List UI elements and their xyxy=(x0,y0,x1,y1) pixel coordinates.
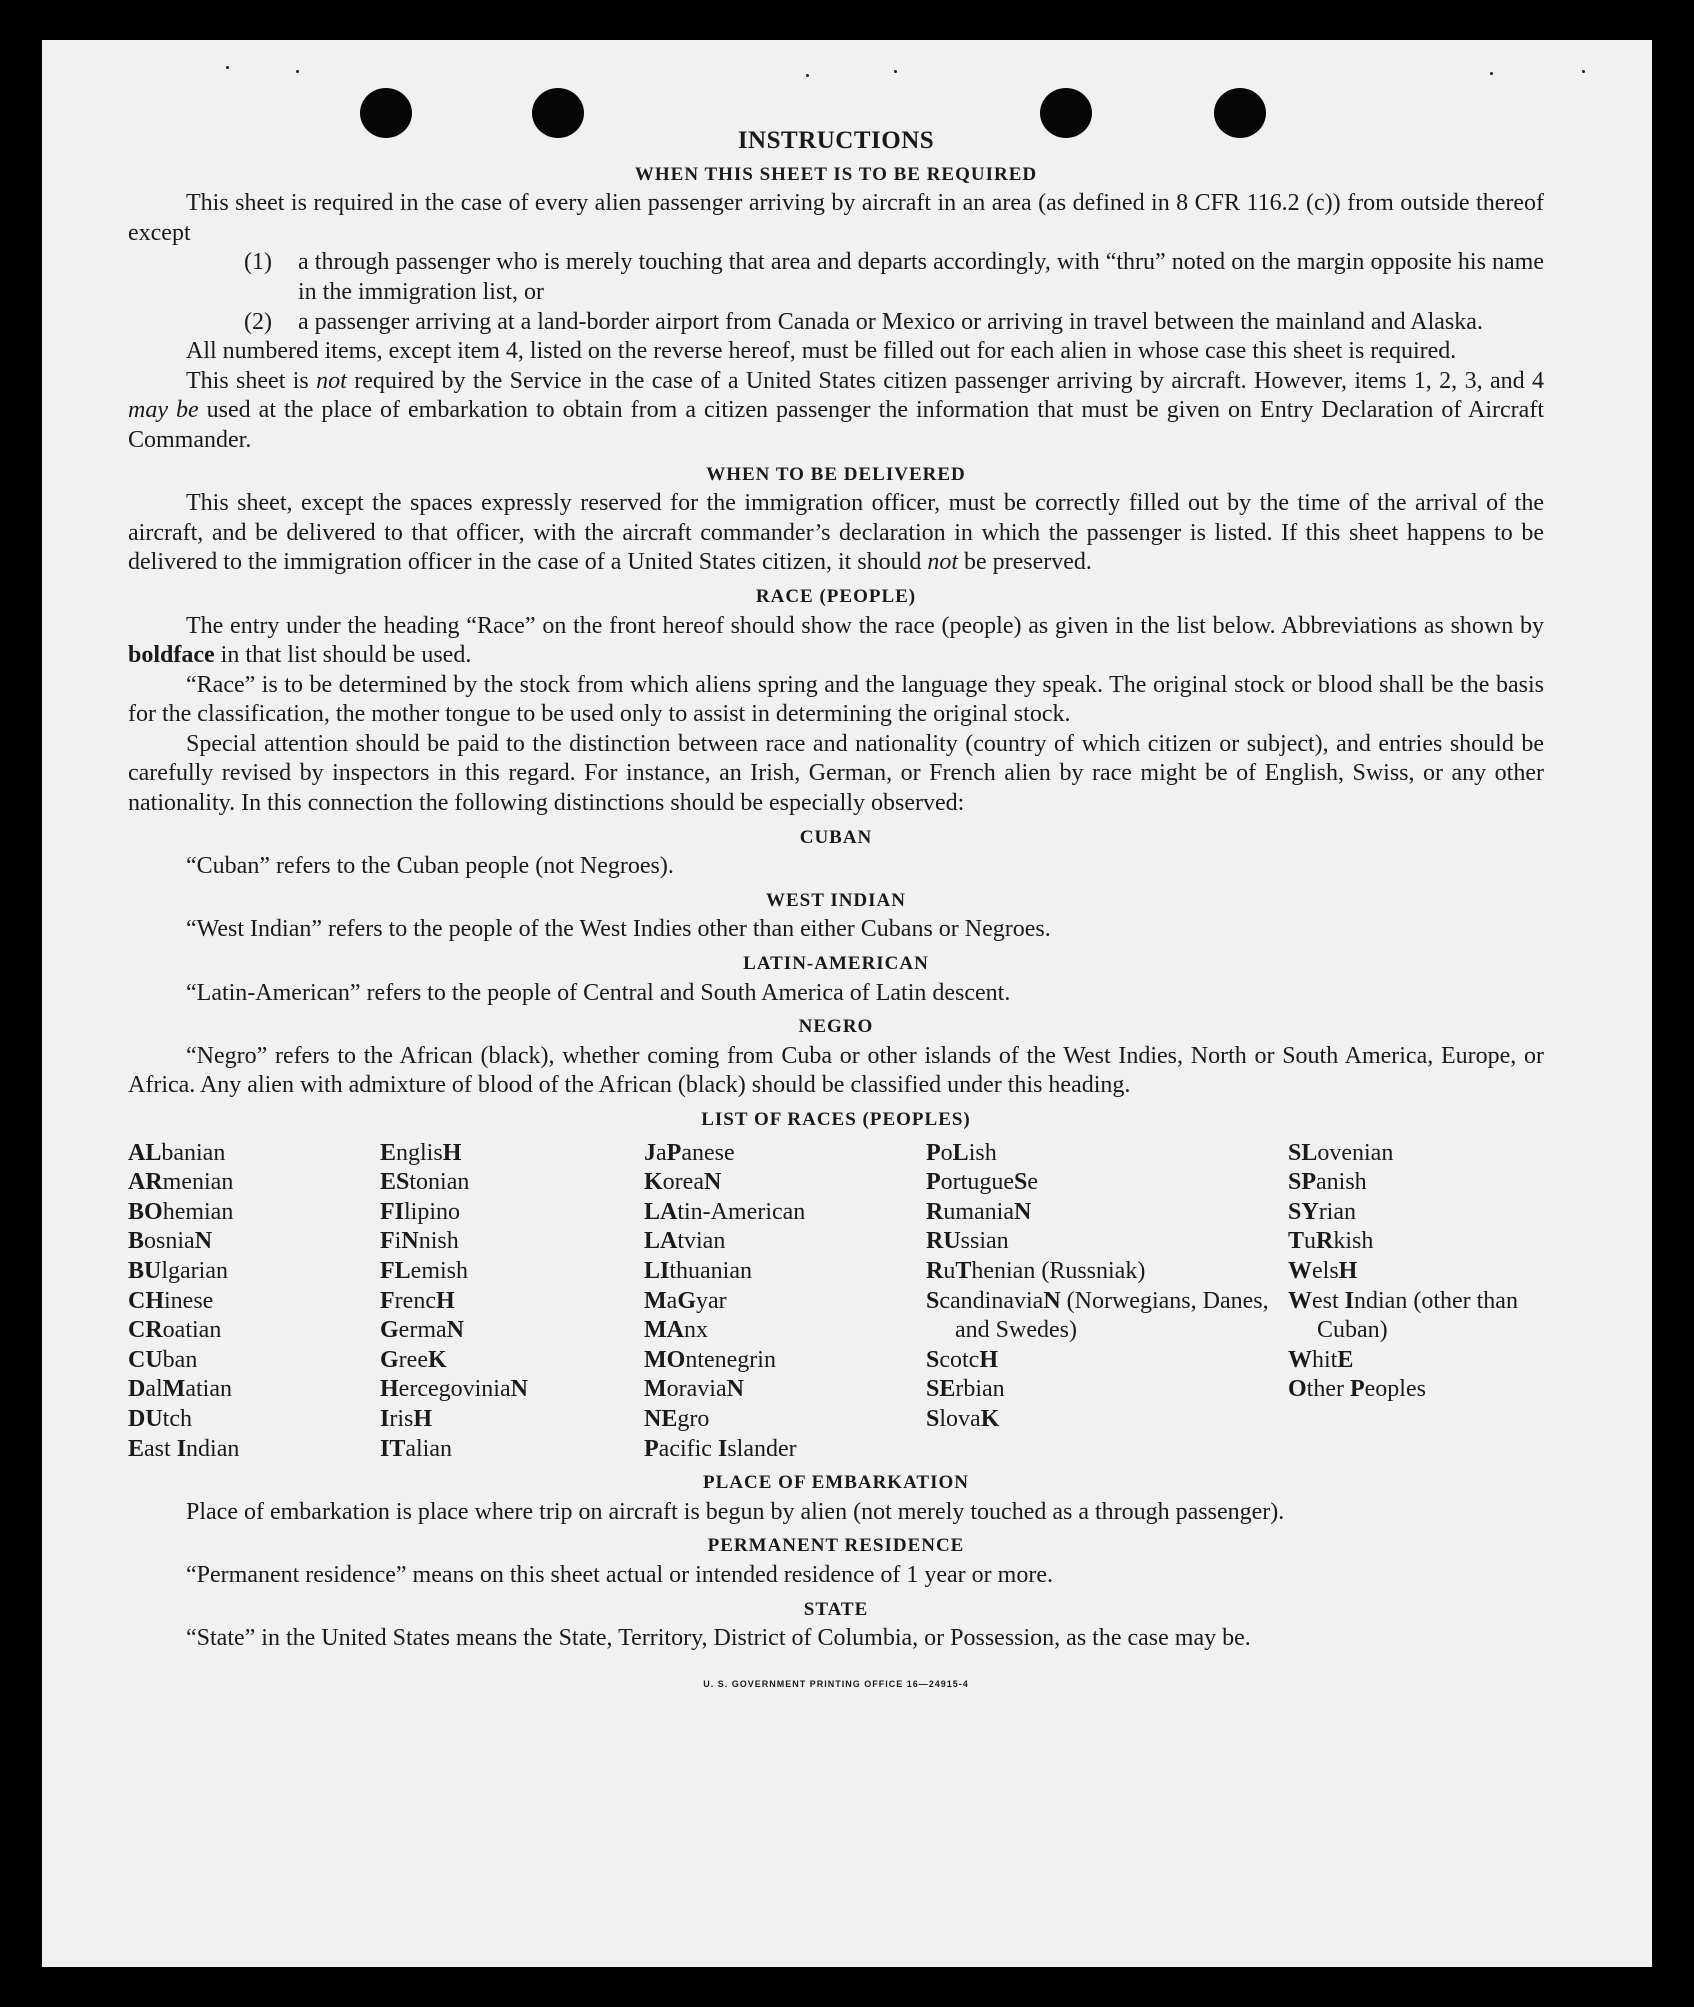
race-name-part: (Norwegians, Danes, and Swedes) xyxy=(955,1287,1269,1344)
abbreviation-letters: SP xyxy=(1288,1169,1317,1196)
race-entry xyxy=(380,1139,644,1169)
race-name-part: slander xyxy=(727,1435,797,1462)
item-number: (2) xyxy=(244,308,272,335)
abbreviation-letters: N xyxy=(446,1317,464,1344)
abbreviation-letters: R xyxy=(926,1198,944,1225)
abbreviation-letters: B xyxy=(128,1228,145,1255)
abbreviation-letters: P xyxy=(1349,1376,1365,1403)
race-name-part: ercegovinia xyxy=(398,1376,511,1403)
race-name-part: els xyxy=(1312,1257,1339,1284)
race-entry xyxy=(380,1435,644,1465)
abbreviation-letters: P xyxy=(666,1139,682,1166)
race-name-part: tch xyxy=(162,1405,192,1432)
paragraph: “State” in the United States means the State, Territory, District of Columbia, or Possession, as the case may be. xyxy=(186,1625,1251,1652)
paragraph: Special attention should be paid to the distinction between race and nationality (country of which citizen or subject), and entries should be carefully revised by inspectors in this regard. For instance, an Irish, German, or French alien by race might be of English, Swiss, or any other nationality. In this connection the following distinctions should be especially observed: xyxy=(128,730,1544,817)
race-entry xyxy=(128,1287,380,1317)
abbreviation-letters: S xyxy=(926,1287,940,1314)
race-name-part: lipino xyxy=(404,1198,461,1225)
abbreviation-letters: P xyxy=(644,1435,659,1462)
race-entry xyxy=(380,1198,644,1228)
race-name-part: renc xyxy=(394,1287,436,1314)
item-number: (1) xyxy=(244,249,272,276)
paragraph: “Permanent residence” means on this sheet actual or intended residence of 1 year or more. xyxy=(186,1561,1053,1588)
race-entry xyxy=(1288,1346,1544,1376)
race-entry xyxy=(644,1316,926,1346)
abbreviation-letters: SL xyxy=(1288,1139,1318,1166)
abbreviation-letters: NE xyxy=(644,1405,678,1432)
race-entry xyxy=(1288,1139,1544,1169)
abbreviation-letters: G xyxy=(380,1317,399,1344)
speck xyxy=(1490,72,1493,75)
race-entry xyxy=(926,1227,1288,1257)
abbreviation-letters: K xyxy=(980,1405,1000,1432)
race-name-part: inese xyxy=(164,1287,214,1314)
race-name-part: emish xyxy=(410,1257,468,1284)
race-name-part: banian xyxy=(161,1139,226,1166)
race-name-part: o xyxy=(940,1139,953,1166)
abbreviation-letters: I xyxy=(717,1435,728,1462)
race-name-part: ast xyxy=(144,1435,177,1462)
race-entry xyxy=(926,1346,1288,1376)
race-entry xyxy=(1288,1227,1544,1257)
abbreviation-letters: W xyxy=(1288,1346,1312,1373)
abbreviation-letters: M xyxy=(644,1376,667,1403)
abbreviation-letters: K xyxy=(644,1169,663,1196)
abbreviation-letters: G xyxy=(380,1346,399,1373)
abbreviation-letters: M xyxy=(644,1287,667,1314)
instructions-text xyxy=(128,126,1544,1699)
race-entry xyxy=(644,1227,926,1257)
race-column xyxy=(926,1139,1288,1465)
race-name-part: ssian xyxy=(960,1228,1009,1255)
race-column xyxy=(1288,1139,1544,1465)
race-entry xyxy=(128,1198,380,1228)
race-name-part: kish xyxy=(1333,1228,1374,1255)
abbreviation-letters: E xyxy=(380,1139,397,1166)
text-run: This sheet is xyxy=(186,367,317,394)
race-entry xyxy=(380,1227,644,1257)
race-entry xyxy=(644,1435,926,1465)
abbreviation-letters: I xyxy=(1344,1287,1355,1314)
race-name-part: orea xyxy=(662,1169,704,1196)
race-entry xyxy=(644,1287,926,1317)
race-name-part: ndian xyxy=(186,1435,240,1462)
race-column xyxy=(380,1139,644,1465)
race-name-part: thuanian xyxy=(669,1257,752,1284)
abbreviation-letters: SY xyxy=(1288,1198,1319,1225)
race-column xyxy=(644,1139,926,1465)
race-entry xyxy=(926,1168,1288,1198)
abbreviation-letters: L xyxy=(952,1139,969,1166)
abbreviation-letters: CH xyxy=(128,1287,164,1314)
race-entry xyxy=(1288,1287,1544,1346)
list-item xyxy=(244,248,1544,307)
abbreviation-letters: AL xyxy=(128,1139,162,1166)
paragraph xyxy=(128,489,1544,578)
race-entry xyxy=(128,1435,380,1465)
race-name-part: u xyxy=(943,1257,956,1284)
race-entry xyxy=(644,1375,926,1405)
list-item xyxy=(244,308,1544,338)
race-entry xyxy=(1288,1168,1544,1198)
abbreviation-letters: W xyxy=(1288,1287,1312,1314)
race-name-part: lgarian xyxy=(161,1257,228,1284)
race-entry xyxy=(128,1168,380,1198)
race-name-part: erma xyxy=(398,1317,447,1344)
speck xyxy=(1582,70,1585,73)
abbreviation-letters: H xyxy=(380,1376,399,1403)
race-column xyxy=(128,1139,380,1465)
race-name-part: acific xyxy=(658,1435,718,1462)
race-entry xyxy=(644,1139,926,1169)
race-entry xyxy=(380,1375,644,1405)
abbreviation-letters: J xyxy=(644,1139,656,1166)
abbreviation-letters: FL xyxy=(380,1257,411,1284)
page-title: INSTRUCTIONS xyxy=(737,127,935,154)
race-name-part: anish xyxy=(1316,1169,1367,1196)
emphasis: may be xyxy=(128,397,199,424)
abbreviation-letters: G xyxy=(677,1287,696,1314)
document-page xyxy=(42,40,1652,1967)
section-heading: LIST OF RACES (PEOPLES) xyxy=(701,1109,971,1130)
item-text: a passenger arriving at a land-border airport from Canada or Mexico or arriving in travel between the mainland and Alaska. xyxy=(298,308,1483,335)
race-name-part: osnia xyxy=(144,1228,195,1255)
abbreviation-letters: R xyxy=(1316,1228,1334,1255)
paragraph: “Cuban” refers to the Cuban people (not Negroes). xyxy=(186,853,674,880)
race-name-part: oatian xyxy=(162,1317,222,1344)
abbreviation-letters: AR xyxy=(128,1169,163,1196)
text-run: in that list should be used. xyxy=(214,642,472,669)
race-name-part: u xyxy=(1304,1228,1317,1255)
race-name-part: hemian xyxy=(162,1198,234,1225)
abbreviation-letters: N xyxy=(703,1169,722,1196)
race-name-part: nish xyxy=(418,1228,459,1255)
section-heading: WEST INDIAN xyxy=(766,889,906,911)
race-entry xyxy=(1288,1257,1544,1287)
abbreviation-letters: F xyxy=(380,1228,395,1255)
race-name-part: al xyxy=(145,1376,163,1403)
race-entry xyxy=(128,1139,380,1169)
abbreviation-letters: N xyxy=(1013,1198,1032,1225)
race-name-part: atian xyxy=(185,1376,232,1403)
abbreviation-letters: MO xyxy=(644,1346,686,1373)
text-run: The entry under the heading “Race” on the front hereof should show the race (people) as given in the list below. Abbreviations as shown by xyxy=(186,612,1544,639)
abbreviation-letters: N xyxy=(510,1376,528,1403)
abbreviation-letters: R xyxy=(926,1257,944,1284)
race-name-part: e xyxy=(1027,1169,1038,1196)
race-entry xyxy=(926,1405,1288,1435)
race-name-part: alian xyxy=(405,1435,452,1462)
race-name-part: est xyxy=(1312,1287,1345,1314)
abbreviation-letters: F xyxy=(380,1287,395,1314)
bold-text: boldface xyxy=(128,642,215,669)
abbreviation-letters: BO xyxy=(128,1198,163,1225)
abbreviation-letters: H xyxy=(413,1405,433,1432)
section-heading: PERMANENT RESIDENCE xyxy=(707,1535,965,1557)
abbreviation-letters: M xyxy=(162,1376,186,1403)
abbreviation-letters: E xyxy=(1337,1346,1354,1373)
race-name-part: ovenian xyxy=(1317,1139,1394,1166)
abbreviation-letters: ES xyxy=(380,1169,410,1196)
race-name-part: ortugue xyxy=(940,1169,1014,1196)
abbreviation-letters: H xyxy=(979,1346,999,1373)
race-name-part: i xyxy=(394,1228,402,1255)
race-entry xyxy=(1288,1375,1544,1405)
paragraph: “West Indian” refers to the people of the West Indies other than either Cubans or Negroes. xyxy=(186,916,1051,943)
abbreviation-letters: H xyxy=(435,1287,455,1314)
race-name-part: tin-American xyxy=(677,1198,806,1225)
paragraph: “Negro” refers to the African (black), whether coming from Cuba or other islands of the West Indies, North or South America, Europe, or Africa. Any alien with admixture of blood of the African (black) should be classified under this heading. xyxy=(128,1042,1544,1099)
race-entry xyxy=(380,1168,644,1198)
emphasis: not xyxy=(927,549,958,576)
race-name-part: ban xyxy=(162,1346,198,1373)
race-entry xyxy=(380,1316,644,1346)
race-entry xyxy=(926,1257,1288,1287)
race-name-part: ris xyxy=(389,1405,414,1432)
race-entry xyxy=(926,1287,1288,1346)
abbreviation-letters: MA xyxy=(644,1317,684,1344)
abbreviation-letters: I xyxy=(176,1435,187,1462)
race-name-part: candinavia xyxy=(939,1287,1044,1314)
abbreviation-letters: E xyxy=(128,1435,145,1462)
race-entry xyxy=(926,1198,1288,1228)
race-name-part: tonian xyxy=(409,1169,470,1196)
race-entry xyxy=(128,1257,380,1287)
speck xyxy=(894,70,897,73)
section-heading: LATIN-AMERICAN xyxy=(743,953,929,975)
text-run: be preserved. xyxy=(958,549,1092,576)
abbreviation-letters: H xyxy=(442,1139,462,1166)
paragraph: Place of embarkation is place where trip on aircraft is begun by alien (not merely touched as a through passenger). xyxy=(186,1498,1285,1525)
race-name-part: gro xyxy=(677,1405,710,1432)
race-entry xyxy=(380,1257,644,1287)
race-name-part: umania xyxy=(943,1198,1014,1225)
abbreviation-letters: LA xyxy=(644,1228,678,1255)
race-name-part: menian xyxy=(162,1169,234,1196)
abbreviation-letters: N xyxy=(1043,1287,1061,1314)
abbreviation-letters: O xyxy=(1288,1376,1307,1403)
text-run: used at the place of embarkation to obtain from a citizen passenger the information that must be given on Entry Declaration of Aircraft Commander. xyxy=(128,397,1544,453)
emphasis: not xyxy=(316,367,347,394)
race-name-part: lova xyxy=(939,1405,981,1432)
abbreviation-letters: DU xyxy=(128,1405,163,1432)
abbreviation-letters: CR xyxy=(128,1317,163,1344)
race-entry xyxy=(644,1168,926,1198)
race-name-part: eoples xyxy=(1364,1376,1426,1403)
abbreviation-letters: LA xyxy=(644,1198,678,1225)
race-entry xyxy=(644,1405,926,1435)
race-name-part: a xyxy=(666,1287,678,1314)
race-name-part: oravia xyxy=(666,1376,727,1403)
speck xyxy=(296,70,299,73)
abbreviation-letters: N xyxy=(726,1376,744,1403)
race-name-part: tvian xyxy=(677,1228,726,1255)
abbreviation-letters: T xyxy=(955,1257,972,1284)
abbreviation-letters: N xyxy=(194,1228,213,1255)
abbreviation-letters: LI xyxy=(644,1257,670,1284)
speck xyxy=(226,66,229,69)
abbreviation-letters: K xyxy=(427,1346,447,1373)
paragraph: “Race” is to be determined by the stock from which aliens spring and the language they speak. The original stock or blood shall be the basis for the classification, the mother tongue to be used only to assist in determining the original stock. xyxy=(128,671,1544,728)
race-name-part: a xyxy=(656,1139,667,1166)
abbreviation-letters: S xyxy=(1013,1169,1028,1196)
race-entry xyxy=(128,1405,380,1435)
paragraph xyxy=(128,612,1544,671)
race-name-part: yar xyxy=(695,1287,727,1314)
abbreviation-letters: P xyxy=(926,1169,941,1196)
race-entry xyxy=(128,1375,380,1405)
abbreviation-letters: D xyxy=(128,1376,146,1403)
section-heading: RACE (PEOPLE) xyxy=(755,585,917,607)
abbreviation-letters: T xyxy=(1288,1228,1305,1255)
race-list xyxy=(128,1139,1544,1465)
printer-footer: U. S. GOVERNMENT PRINTING OFFICE 16—24915-4 xyxy=(703,1678,969,1689)
abbreviation-letters: RU xyxy=(926,1228,961,1255)
race-name-part: hit xyxy=(1312,1346,1338,1373)
abbreviation-letters: H xyxy=(1338,1257,1358,1284)
paragraph xyxy=(128,367,1544,456)
race-entry xyxy=(128,1227,380,1257)
race-name-part: ree xyxy=(398,1346,428,1373)
race-name-part: henian (Russniak) xyxy=(971,1257,1146,1284)
section-heading: WHEN THIS SHEET IS TO BE REQUIRED xyxy=(634,163,1038,185)
race-entry xyxy=(644,1198,926,1228)
race-entry xyxy=(1288,1198,1544,1228)
paragraph: “Latin-American” refers to the people of Central and South America of Latin descent. xyxy=(186,979,1011,1006)
race-entry xyxy=(926,1375,1288,1405)
abbreviation-letters: P xyxy=(926,1139,941,1166)
abbreviation-letters: I xyxy=(380,1405,390,1432)
race-name-part: nglis xyxy=(396,1139,443,1166)
abbreviation-letters: IT xyxy=(380,1435,406,1462)
race-name-part: nx xyxy=(683,1317,708,1344)
race-name-part: rbian xyxy=(955,1376,1005,1403)
abbreviation-letters: W xyxy=(1288,1257,1312,1284)
race-entry xyxy=(128,1316,380,1346)
race-entry xyxy=(128,1346,380,1376)
section-heading: CUBAN xyxy=(799,826,873,848)
abbreviation-letters: S xyxy=(926,1346,940,1373)
race-entry xyxy=(644,1346,926,1376)
abbreviation-letters: SE xyxy=(926,1376,956,1403)
speck xyxy=(806,74,809,77)
paragraph: This sheet is required in the case of every alien passenger arriving by aircraft in an area (as defined in 8 CFR 116.2 (c)) from outside thereof except xyxy=(128,190,1544,246)
text-run: required by the Service in the case of a United States citizen passenger arriving by aircraft. However, items 1, 2, 3, and 4 xyxy=(346,367,1544,394)
text-run: This sheet, except the spaces expressly reserved for the immigration officer, must be correctly filled out by the time of the arrival of the aircraft, and be delivered to that officer, with the aircraft commander’s declaration in which the passenger is listed. If this sheet happens to be delivered to the immigration officer in the case of a United States citizen, it should xyxy=(128,490,1544,576)
section-heading: PLACE OF EMBARKATION xyxy=(703,1472,969,1494)
race-name-part: cotc xyxy=(939,1346,980,1373)
race-name-part: rian xyxy=(1318,1198,1356,1225)
abbreviation-letters: BU xyxy=(128,1257,162,1284)
race-name-part: anese xyxy=(681,1139,735,1166)
paragraph: All numbered items, except item 4, listed on the reverse hereof, must be filled out for each alien in whose case this sheet is required. xyxy=(186,338,1457,365)
race-entry xyxy=(380,1287,644,1317)
abbreviation-letters: CU xyxy=(128,1346,163,1373)
race-entry xyxy=(644,1257,926,1287)
race-name-part: ish xyxy=(968,1139,997,1166)
section-heading: NEGRO xyxy=(798,1016,874,1038)
abbreviation-letters: S xyxy=(926,1405,940,1432)
section-heading: WHEN TO BE DELIVERED xyxy=(706,463,966,485)
race-entry xyxy=(926,1139,1288,1169)
race-name-part: ndian (other than Cuban) xyxy=(1317,1287,1518,1344)
race-name-part: ntenegrin xyxy=(685,1346,776,1373)
item-text: a through passenger who is merely touching that area and departs accordingly, with “thru” noted on the margin opposite his name in the immigration list, or xyxy=(298,249,1544,305)
abbreviation-letters: FI xyxy=(380,1198,404,1225)
race-entry xyxy=(380,1346,644,1376)
race-name-part: ther xyxy=(1306,1376,1350,1403)
race-entry xyxy=(380,1405,644,1435)
abbreviation-letters: N xyxy=(401,1228,419,1255)
section-heading: STATE xyxy=(803,1598,869,1620)
